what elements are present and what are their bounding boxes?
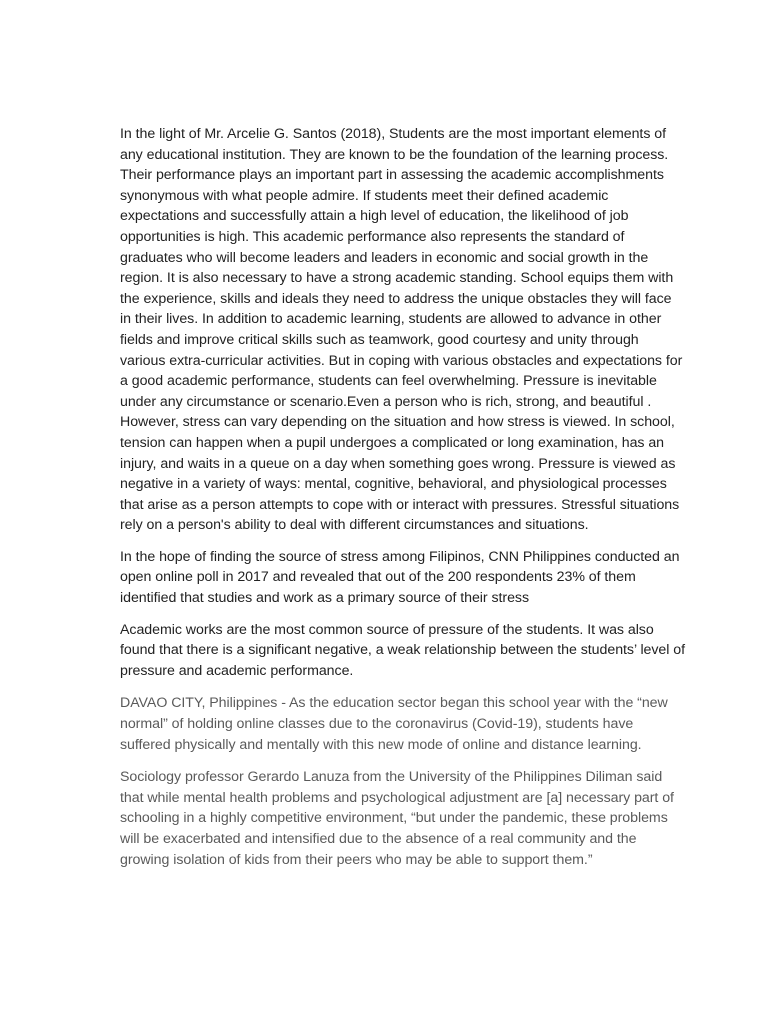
paragraph-davao-city: DAVAO CITY, Philippines - As the education sector began this school year with the “new normal” of holding online classes due to the coronavirus (Covid-19), students have suffered physically and mentally with this new mode of online and distance learning.: [120, 695, 668, 753]
paragraph-academic-works: Academic works are the most common source of pressure of the students. It was also found that there is a significant negative, a weak relationship between the students’ level of pressure and academic performance.: [120, 621, 685, 679]
paragraph-cnn-poll: In the hope of finding the source of stress among Filipinos, CNN Philippines conducted an open online poll in 2017 and revealed that out of the 200 respondents 23% of them identified that studies and work as a primary source of their stress: [120, 548, 680, 607]
paragraph-santos-students: In the light of Mr. Arcelie G. Santos (2018), Students are the most important elements of any educational institution. They are known to be the foundation of the learning process. Their performance plays an important part in assessing the academic accomplishments synonymous with what people admire. If students meet their defined academic expectations and successfully attain a high level of education, the likelihood of job opportunities is high. This academic performance also represents the standard of graduates who will become leaders and leaders in economic and social growth in the region. It is also necessary to have a strong academic standing. School equips them with the experience, skills and ideals they need to address the unique obstacles they will face in their lives. In addition to academic learning, students are allowed to advance in other fields and improve critical skills such as teamwork, good courtesy and unity through various extra-curricular activities. But in coping with various obstacles and expectations for a good academic performance, students can feel overwhelming. Pressure is inevitable under any circumstance or scenario.Even a person who is rich, strong, and beautiful . However, stress can vary depending on the situation and how stress is viewed. In school, tension can happen when a pupil undergoes a complicated or long examination, has an injury, and waits in a queue on a day when something goes wrong. Pressure is viewed as negative in a variety of ways: mental, cognitive, behavioral, and physiological processes that arise as a person attempts to cope with or interact with pressures. Stressful situations rely on a person's ability to deal with different circumstances and situations.: [120, 126, 683, 534]
paragraph-lanuza-quote: Sociology professor Gerardo Lanuza from the University of the Philippines Diliman said that while mental health problems and psychological adjustment are [a] necessary part of schooling in a highly competitive environment, “but under the pandemic, these problems will be exacerbated and intensified due to the absence of a real community and the growing isolation of kids from their peers who may be able to support them.”: [120, 769, 674, 868]
document-body: [120, 124, 685, 870]
